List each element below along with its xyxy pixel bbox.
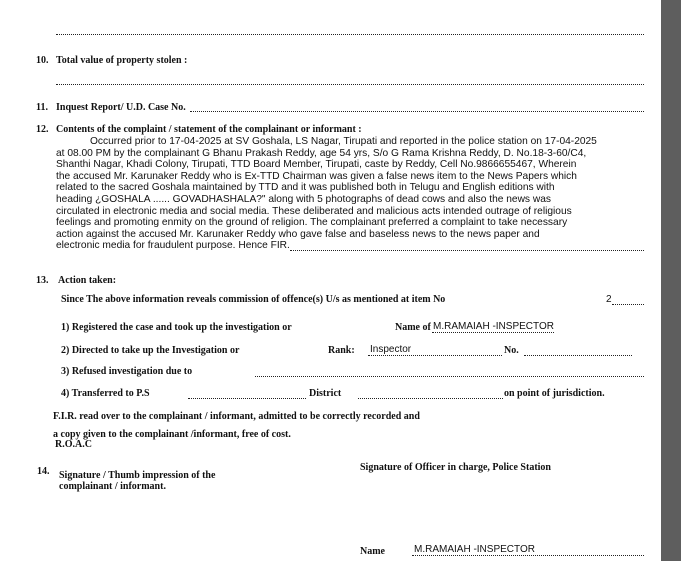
option-1-label: 1) Registered the case and took up the investigation or bbox=[61, 322, 292, 333]
item-number-line bbox=[612, 304, 644, 305]
item10-label: Total value of property stolen : bbox=[56, 55, 188, 66]
officer-name-bottom-value: M.RAMAIAH -INSPECTOR bbox=[414, 544, 535, 555]
fir-read-over-line2: a copy given to the complainant /informant, free of cost. bbox=[53, 429, 291, 440]
district-line bbox=[358, 398, 503, 399]
top-blank-line bbox=[56, 34, 644, 35]
item12-label: Contents of the complaint / statement of the complainant or informant : bbox=[56, 124, 362, 135]
officer-name-line bbox=[432, 332, 554, 333]
complaint-contents bbox=[56, 136, 616, 252]
item11-number: 11. bbox=[36, 102, 48, 113]
complaint-line-8: feelings and promoting enmity on the ground of religion. The complainant preferred a complaint to take necessary bbox=[56, 217, 568, 229]
complaint-line-3: Shanthi Nagar, Khadi Colony, Tirupati, TTD Board Member, Tirupati, caste by Reddy, Cell No.9866655467, Wherein bbox=[56, 159, 577, 171]
rank-label: Rank: bbox=[328, 345, 355, 356]
complaint-line-9: action against the accused Mr. Karunaker Reddy who gave false and baseless news to the news paper and bbox=[56, 228, 540, 240]
officer-name-bottom-line bbox=[412, 555, 644, 556]
complaint-line-5: related to the sacred Goshala maintained by TTD and it was published both in Telugu and English editions with bbox=[56, 182, 555, 194]
complaint-line-6: heading ¿GOSHALA ...... GOVADHASHALA?" along with 5 photographs of dead cows and also the news was bbox=[56, 193, 551, 205]
officer-name-label: Name bbox=[360, 546, 385, 557]
option-3-label: 3) Refused investigation due to bbox=[61, 366, 193, 377]
rank-value: Inspector bbox=[370, 344, 412, 355]
item12-end-line bbox=[290, 250, 644, 251]
item-number-value: 2 bbox=[606, 294, 612, 305]
name-of-label: Name of bbox=[395, 322, 431, 333]
no-line bbox=[524, 355, 632, 356]
option-2-label: 2) Directed to take up the Investigation or bbox=[61, 345, 240, 356]
complainant-signature-line2: complainant / informant. bbox=[59, 481, 166, 492]
item11-blank-line bbox=[190, 111, 644, 112]
complaint-line-2: at 08.00 PM by the complainant G Bhanu Prakash Reddy, age 54 yrs, S/o G Rama Krishna Reddy, D. No.18-3-60/C4, bbox=[56, 147, 587, 159]
complaint-line-7: circulated in electronic media and social media. These deliberated and malicious acts intended outrage of religious bbox=[56, 205, 572, 217]
roac-text: R.O.A.C bbox=[55, 439, 92, 450]
item13-number: 13. bbox=[36, 275, 49, 286]
officer-signature-label: Signature of Officer in charge, Police Station bbox=[360, 462, 551, 473]
complaint-line-1: Occurred prior to 17-04-2025 at SV Goshala, LS Nagar, Tirupati and reported in the police station on 17-04-2025 bbox=[90, 136, 597, 147]
refused-reason-line bbox=[255, 376, 644, 377]
item12-number: 12. bbox=[36, 124, 49, 135]
rank-line bbox=[368, 355, 502, 356]
officer-name-value: M.RAMAIAH -INSPECTOR bbox=[433, 321, 554, 332]
offence-statement: Since The above information reveals commission of offence(s) U/s as mentioned at item No bbox=[61, 294, 446, 305]
complaint-line-4: the accused Mr. Karunaker Reddy who is Ex-TTD Chairman was given a false news item to the News Papers which bbox=[56, 170, 577, 182]
item10-blank-line bbox=[56, 84, 644, 85]
option-4-label: 4) Transferred to P.S bbox=[61, 388, 150, 399]
no-label: No. bbox=[504, 345, 519, 356]
item14-number: 14. bbox=[37, 466, 50, 477]
jurisdiction-label: on point of jurisdiction. bbox=[504, 388, 605, 399]
item11-label: Inquest Report/ U.D. Case No. bbox=[56, 102, 186, 113]
item10-number: 10. bbox=[36, 55, 49, 66]
complainant-signature-line1: Signature / Thumb impression of the bbox=[59, 470, 216, 481]
ps-line bbox=[188, 398, 306, 399]
fir-read-over-line1: F.I.R. read over to the complainant / informant, admitted to be correctly recorded and bbox=[53, 411, 420, 422]
district-label: District bbox=[309, 388, 342, 399]
viewer-background bbox=[661, 0, 681, 561]
item13-label: Action taken: bbox=[58, 275, 117, 286]
complaint-line-10: electronic media for fraudulent purpose. Hence FIR. bbox=[56, 240, 290, 252]
